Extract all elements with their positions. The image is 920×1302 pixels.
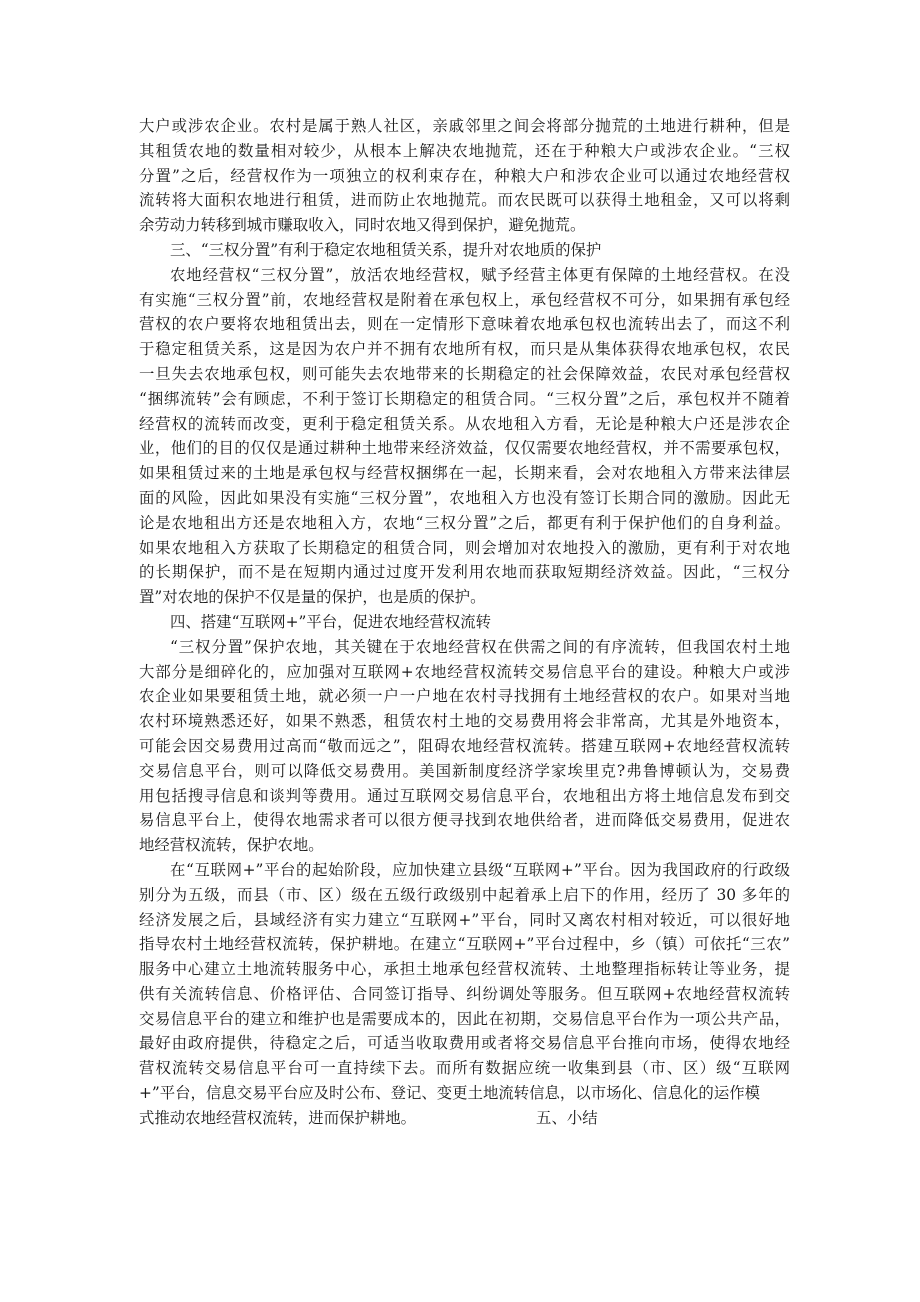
text-line: 最好由政府提供，待稳定之后，可适当收取费用或者将交易信息平台推向市场，使得农地经 [139,1034,790,1053]
text-line: 易信息平台上，使得农地需求者可以很方便寻找到农地供给者，进而降低交易费用，促进农 [139,811,790,830]
body-paragraph [139,635,790,858]
body-paragraph [139,263,790,610]
text-line: 供有关流转信息、价格评估、合同签订指导、纠纷调处等服务。但互联网+农地经营权流转 [139,984,790,1003]
text-line: 大部分是细碎化的，应加强对互联网+农地经营权流转交易信息平台的建设。种粮大户或涉 [139,662,790,681]
text-line: 一旦失去农地承包权，则可能失去农地带来的长期稳定的社会保障效益，农民对承包经营权 [139,364,790,383]
heading-text: 四、搭建“互联网+”平台，促进农地经营权流转 [170,612,492,631]
text-line: 交易信息平台，则可以降低交易费用。美国新制度经济学家埃里克?弗鲁博顿认为，交易费 [139,761,790,780]
text-line: “捆绑流转”会有顾虑，不利于签订长期稳定的租赁合同。“三权分置”之后，承包权并不随着 [139,389,790,408]
text-line: 服务中心建立土地流转服务中心，承担土地承包经营权流转、土地整理指标转让等业务，提 [139,960,790,979]
text-line: 业，他们的目的仅仅是通过耕种土地带来经济效益，仅仅需要农地经营权，并不需要承包权， [139,439,790,458]
text-line: 经营权的流转而改变，更利于稳定租赁关系。从农地租入方看，无论是种粮大户还是涉农企 [139,414,790,433]
final-line [139,1106,790,1131]
text-line: 流转将大面积农地进行租赁，进而防止农地抛荒。而农民既可以获得土地租金，又可以将剩 [139,191,790,210]
text-line: 其租赁农地的数量相对较少，从根本上解决农地抛荒，还在于种粮大户或涉农企业。“三权 [139,141,790,160]
text-line: 营权的农户要将农地租赁出去，则在一定情形下意味着农地承包权也流转出去了，而这不利 [139,315,790,334]
section-heading [139,238,790,263]
text-line: +”平台，信息交易平台应及时公布、登记、变更土地流转信息，以市场化、信息化的运作模 [139,1084,760,1103]
text-line: 有实施“三权分置”前，农地经营权是附着在承包权上，承包经营权不可分，如果拥有承包经 [139,290,790,309]
text-line: 面的风险，因此如果没有实施“三权分置”，农地租入方也没有签订长期合同的激励。因此无 [139,488,790,507]
text-line: 的长期保护，而不是在短期内通过过度开发利用农地而获取短期经济效益。因此，“三权分 [139,563,790,582]
text-line: 地经营权流转，保护农地。 [139,836,324,855]
text-line: 于稳定租赁关系，这是因为农户并不拥有农地所有权，而只是从集体获得农地承包权，农民 [139,340,790,359]
text-line: 用包括搜寻信息和谈判等费用。通过互联网交易信息平台，农地租出方将土地信息发布到交 [139,786,790,805]
text-line: 营权流转交易信息平台可一直持续下去。而所有数据应统一收集到县（市、区）级“互联网 [139,1059,790,1078]
text-line: 交易信息平台的建立和维护也是需要成本的，因此在初期，交易信息平台作为一项公共产品， [139,1009,790,1028]
text-line: 分置”之后，经营权作为一项独立的权利束存在，种粮大户和涉农企业可以通过农地经营权 [139,166,790,185]
body-paragraph [139,114,790,238]
text-line: 可能会因交易费用过高而“敬而远之”，阻碍农地经营权流转。搭建互联网+农地经营权流转 [139,736,790,755]
heading-text: 三、“三权分置”有利于稳定农地租赁关系，提升对农地质的保护 [170,240,602,259]
text-line: 经济发展之后，县域经济有实力建立“互联网+”平台，同时又离农村相对较近，可以很好地 [139,910,790,929]
text-line: 农地经营权“三权分置”，放活农地经营权，赋予经营主体更有保障的土地经营权。在没 [170,265,790,284]
text-line: 农村环境熟悉还好，如果不熟悉，租赁农村土地的交易费用将会非常高，尤其是外地资本， [139,712,790,731]
text-line: 式推动农地经营权流转，进而保护耕地。 [139,1108,417,1127]
text-line: 论是农地租出方还是农地租入方，农地“三权分置”之后，都更有利于保护他们的自身利益。 [139,513,790,532]
section-heading [139,610,790,635]
text-line: 如果农地租入方获取了长期稳定的租赁合同，则会增加对农地投入的激励，更有利于对农地 [139,538,790,557]
text-line: 余劳动力转移到城市赚取收入，同时农地又得到保护，避免抛荒。 [139,216,586,235]
text-line: 指导农村土地经营权流转，保护耕地。在建立“互联网+”平台过程中，乡（镇）可依托“三农” [139,935,790,954]
text-line: “三权分置”保护农地，其关键在于农地经营权在供需之间的有序流转，但我国农村土地 [170,637,790,656]
body-paragraph [139,858,790,1106]
text-line: 别分为五级，而县（市、区）级在五级行政级别中起着承上启下的作用，经历了 30 多年的 [139,885,790,904]
text-line: 在“互联网+”平台的起始阶段，应加快建立县级“互联网+”平台。因为我国政府的行政级 [170,860,790,879]
text-line: 农企业如果要租赁土地，就必须一户一户地在农村寻找拥有土地经营权的农户。如果对当地 [139,687,790,706]
section-heading-inline: 五、小结 [536,1108,598,1127]
text-line: 大户或涉农企业。农村是属于熟人社区，亲戚邻里之间会将部分抛荒的土地进行耕种，但是 [139,117,790,135]
text-line: 如果租赁过来的土地是承包权与经营权捆绑在一起，长期来看，会对农地租入方带来法律层 [139,464,790,483]
text-line: 置”对农地的保护不仅是量的保护，也是质的保护。 [139,588,486,607]
document-page [139,114,790,1131]
